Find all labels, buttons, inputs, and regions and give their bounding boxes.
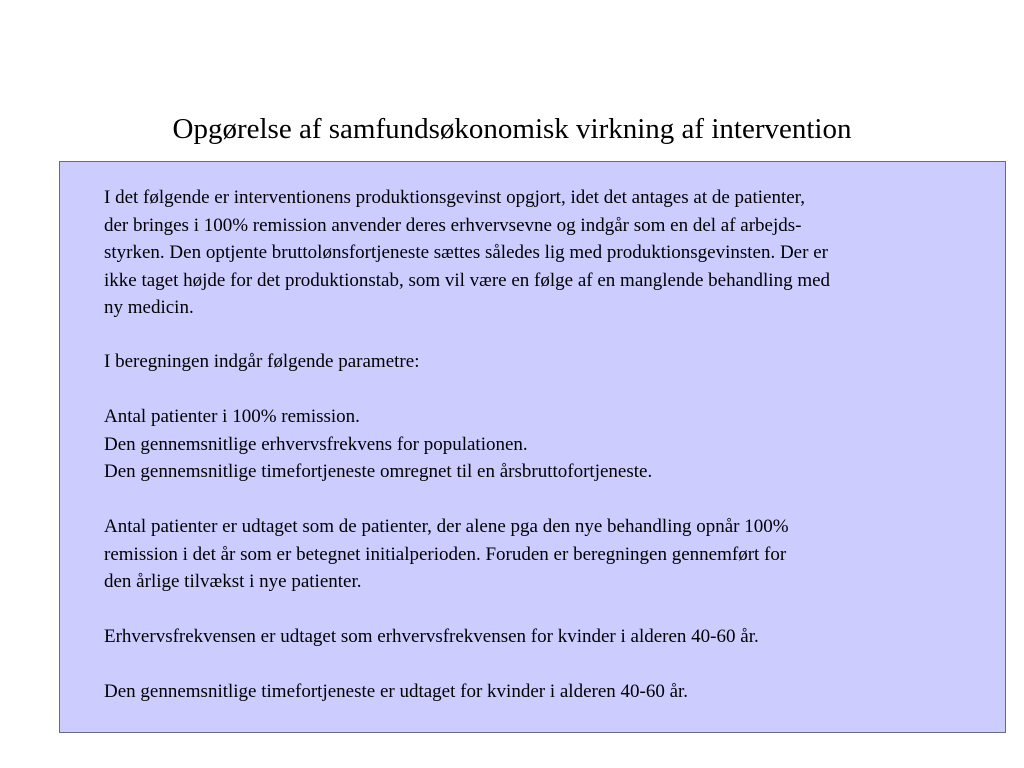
patients-note-line: Antal patienter er udtaget som de patienter, der alene pga den nye behandling opnår 100%	[104, 516, 789, 537]
patients-note-line: den årlige tilvækst i nye patienter.	[104, 571, 362, 592]
content-box	[59, 161, 1006, 733]
parameter-item: Den gennemsnitlige erhvervsfrekvens for populationen.	[104, 433, 528, 455]
parameters-list	[104, 403, 652, 486]
intro-line: ikke taget højde for det produktionstab, som vil være en følge af en manglende behandling med	[104, 269, 831, 291]
wage-note: Den gennemsnitlige timefortjeneste er udtaget for kvinder i alderen 40-60 år.	[104, 681, 689, 702]
slide-title: Opgørelse af samfundsøkonomisk virkning af intervention	[172, 113, 852, 145]
intro-line: I det følgende er interventionens produktionsgevinst opgjort, idet det antages at de patienter,	[104, 187, 805, 208]
patients-note-line: remission i det år som er betegnet initialperioden. Foruden er beregningen gennemført for	[104, 543, 787, 565]
parameters-heading: I beregningen indgår følgende parametre:	[104, 351, 420, 372]
patients-note	[104, 513, 789, 596]
frequency-note: Erhvervsfrekvensen er udtaget som erhvervsfrekvensen for kvinder i alderen 40-60 år.	[104, 626, 759, 647]
intro-line: der bringes i 100% remission anvender deres erhvervsevne og indgår som en del af arbejds-	[104, 214, 802, 236]
parameter-item: Den gennemsnitlige timefortjeneste omregnet til en årsbruttofortjeneste.	[104, 461, 653, 482]
parameter-item: Antal patienter i 100% remission.	[104, 406, 360, 427]
intro-line: styrken. Den optjente bruttolønsfortjeneste sættes således lig med produktionsgevinsten. Der er	[104, 242, 828, 263]
intro-paragraph	[104, 184, 830, 322]
intro-line: ny medicin.	[104, 297, 194, 318]
